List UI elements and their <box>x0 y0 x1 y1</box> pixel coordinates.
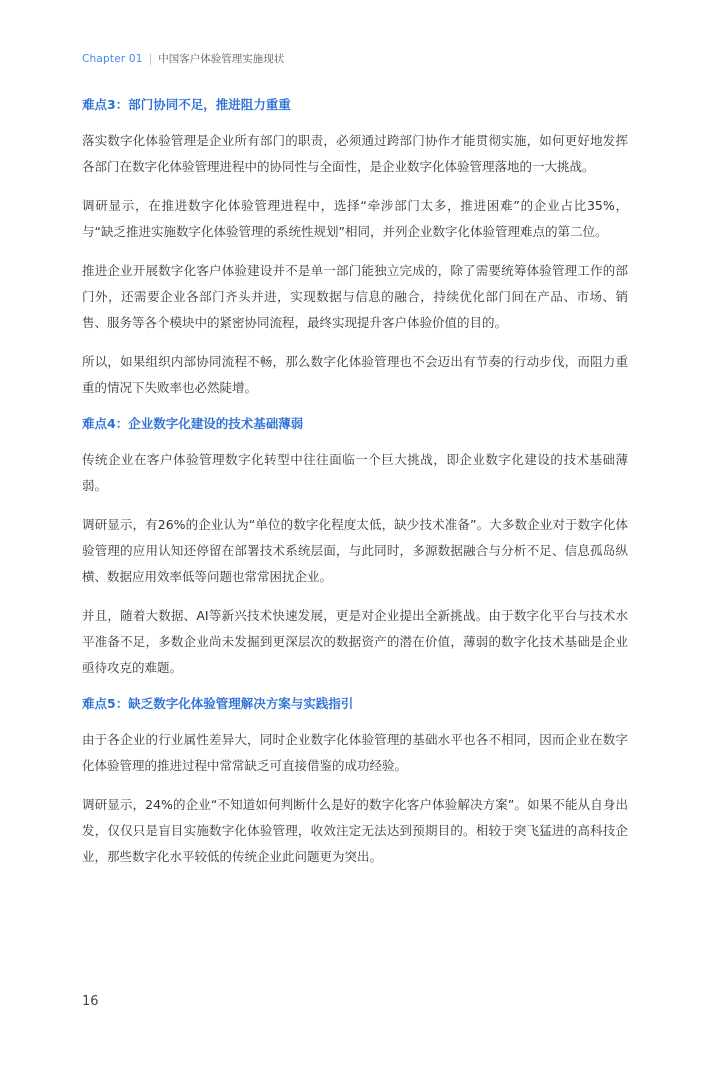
paragraph: 由于各企业的行业属性差异大，同时企业数字化体验管理的基础水平也各不相同，因而企业在数字化体验管理的推进过程中常常缺乏可直接借鉴的成功经验。 <box>82 732 628 773</box>
section-heading-3: 难点3：部门协同不足，推进阻力重重 <box>82 97 291 112</box>
paragraph: 推进企业开展数字化客户体验建设并不是单一部门能独立完成的，除了需要统筹体验管理工作的部门外，还需要企业各部门齐头并进，实现数据与信息的融合，持续优化部门间在产品、市场、销售、服务等各个模块中的紧密协同流程，最终实现提升客户体验价值的目的。 <box>82 263 628 330</box>
paragraph: 调研显示，在推进数字化体验管理进程中，选择“牵涉部门太多，推进困难”的企业占比35%，与“缺乏推进实施数字化体验管理的系统性规划”相同，并列企业数字化体验管理难点的第二位。 <box>82 198 628 239</box>
paragraph: 所以，如果组织内部协同流程不畅，那么数字化体验管理也不会迈出有节奏的行动步伐，而阻力重重的情况下失败率也必然陡增。 <box>82 354 628 395</box>
body-content <box>82 95 628 883</box>
paragraph: 落实数字化体验管理是企业所有部门的职责，必须通过跨部门协作才能贯彻实施，如何更好地发挥各部门在数字化体验管理进程中的协同性与全面性，是企业数字化体验管理落地的一大挑战。 <box>82 133 628 174</box>
page-number: 16 <box>82 994 99 1009</box>
chapter-label: Chapter 01 <box>82 53 143 65</box>
running-header <box>82 52 284 66</box>
paragraph: 调研显示，有26%的企业认为“单位的数字化程度太低，缺少技术准备”。大多数企业对于数字化体验管理的应用认知还停留在部署技术系统层面，与此同时，多源数据融合与分析不足、信息孤岛纵横、数据应用效率低等问题也常常困扰企业。 <box>82 517 628 584</box>
paragraph: 调研显示，24%的企业“不知道如何判断什么是好的数字化客户体验解决方案”。如果不能从自身出发，仅仅只是盲目实施数字化体验管理，收效注定无法达到预期目的。相较于突飞猛进的高科技企业，那些数字化水平较低的传统企业此问题更为突出。 <box>82 797 628 864</box>
section-heading-5: 难点5：缺乏数字化体验管理解决方案与实践指引 <box>82 696 354 711</box>
paragraph: 并且，随着大数据、AI等新兴技术快速发展，更是对企业提出全新挑战。由于数字化平台与技术水平准备不足，多数企业尚未发掘到更深层次的数据资产的潜在价值，薄弱的数字化技术基础是企业亟待攻克的难题。 <box>82 608 628 675</box>
section-heading-4: 难点4：企业数字化建设的技术基础薄弱 <box>82 416 304 431</box>
paragraph: 传统企业在客户体验管理数字化转型中往往面临一个巨大挑战，即企业数字化建设的技术基础薄弱。 <box>82 452 628 493</box>
header-separator: | <box>148 53 153 65</box>
chapter-subtitle: 中国客户体验管理实施现状 <box>158 53 285 65</box>
